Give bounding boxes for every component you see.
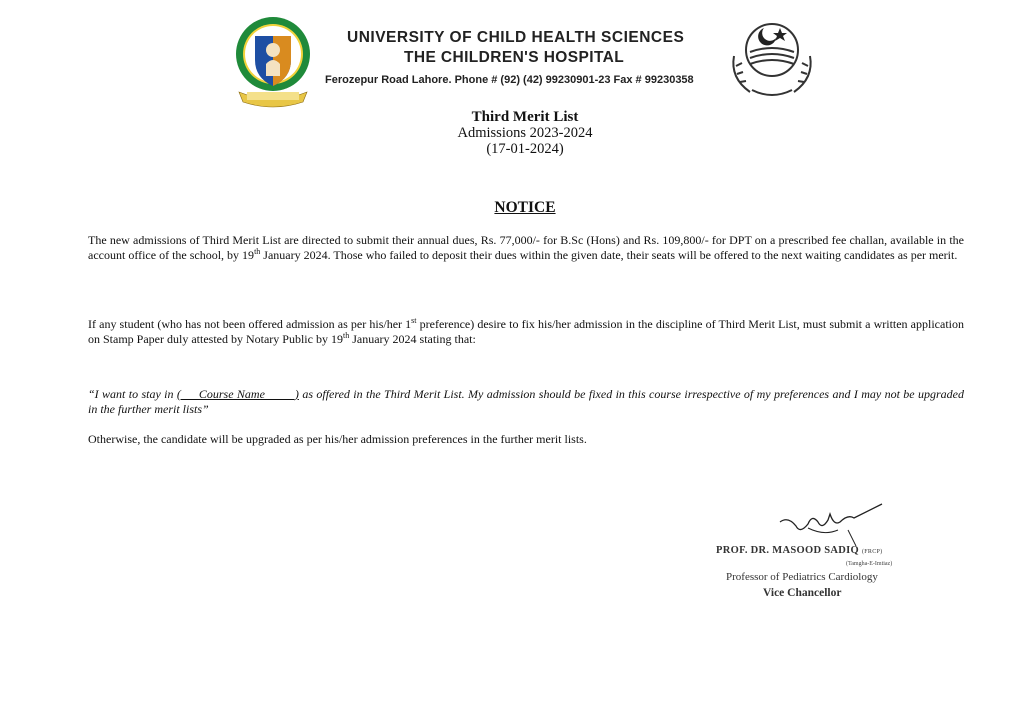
preference-text-a: If any student (who has not been offered admission as per his/her 1 <box>88 317 412 331</box>
merit-list-title: Third Merit List <box>471 109 579 125</box>
quote-text-b: as offered in the Third Merit List. My admission should be fixed in this course irrespective of my preferences and I may not be upgraded in the further merit lists” <box>88 387 964 416</box>
signatory-credential: (FRCP) <box>861 549 883 555</box>
signatory-name-text: PROF. DR. MASOOD SADIQ <box>716 545 860 556</box>
course-name-placeholder: (___Course Name_____) <box>176 387 299 401</box>
quote-text-a: “I want to stay in <box>88 387 177 401</box>
punjab-government-emblem-icon <box>724 16 820 104</box>
dues-text-b: January 2024. Those who failed to deposit their dues within the given date, their seats will be offered to the next waiting candidates as per merit. <box>260 248 958 262</box>
preference-text-b: preference) desire to fix his/her admission in the discipline of Third Merit List, must submit a written application on Stamp Paper duly attested by Notary Public by 19 <box>88 317 964 346</box>
preference-paragraph <box>88 317 964 347</box>
dues-text-a: The new admissions of Third Merit List are directed to submit their annual dues, Rs. 77,000/- for B.Sc (Hons) and Rs. 109,800/- for DPT on a prescribed fee challan, available in the account office of the school, by 19 <box>88 233 964 262</box>
signatory-title: Professor of Pediatrics Cardiology <box>726 571 878 583</box>
preference-text-c: January 2024 stating that: <box>349 332 476 346</box>
notice-heading: NOTICE <box>494 199 556 216</box>
hospital-name: THE CHILDREN'S HOSPITAL <box>404 49 625 66</box>
preference-sup-1: st <box>411 316 417 325</box>
university-crest-icon <box>233 16 313 108</box>
preference-sup-2: th <box>342 331 350 340</box>
upgrade-paragraph: Otherwise, the candidate will be upgraded as per his/her admission preferences in the further merit lists. <box>88 432 587 446</box>
signatory-role: Vice Chancellor <box>763 587 842 599</box>
notice-date: (17-01-2024) <box>486 141 564 157</box>
signatory-award: (Tamgha-E-Imtiaz) <box>846 561 893 567</box>
admissions-session: Admissions 2023-2024 <box>457 125 593 141</box>
dues-paragraph <box>88 233 964 263</box>
university-name: UNIVERSITY OF CHILD HEALTH SCIENCES <box>347 29 685 46</box>
address-line: Ferozepur Road Lahore. Phone # (92) (42) 99230901-23 Fax # 99230358 <box>325 74 694 86</box>
dues-sup: th <box>254 247 261 256</box>
merit-list-title-block <box>380 109 670 157</box>
statement-quote <box>88 387 964 417</box>
signatory-name <box>716 545 882 556</box>
